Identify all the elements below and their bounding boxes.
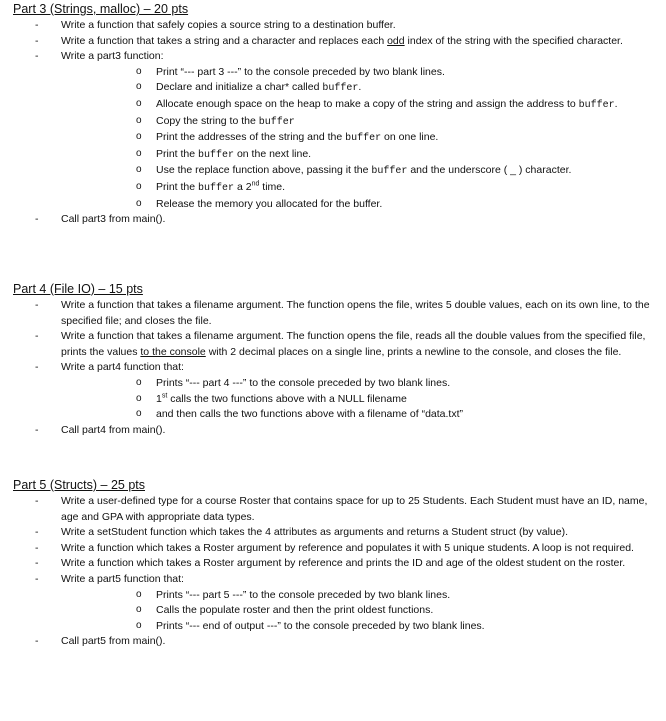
part3-item-3 xyxy=(13,49,653,212)
text: Allocate enough space on the heap to make a copy of the string and assign the address to xyxy=(156,97,579,110)
part3-sublist xyxy=(61,65,653,212)
text: . xyxy=(358,81,362,94)
code-text: buffer xyxy=(198,149,235,161)
part5-item-5 xyxy=(13,572,653,634)
part3-subitem-5 xyxy=(61,130,653,147)
part4-list xyxy=(13,298,653,438)
text: Write a part3 function: xyxy=(61,50,164,63)
part5-heading: Part 5 (Structs) – 25 pts xyxy=(13,478,145,492)
part3-section xyxy=(13,1,653,228)
part3-subitem-6 xyxy=(61,147,653,164)
text: on one line. xyxy=(381,131,439,144)
underlined-text: odd xyxy=(387,34,405,47)
text: Print the xyxy=(156,180,199,193)
code-text: buffer xyxy=(345,133,382,145)
part3-subitem-8 xyxy=(61,180,653,197)
part5-subitem-2: o Calls the populate roster and then the print oldest functions. xyxy=(61,603,653,619)
part5-item-4: - Write a function which takes a Roster argument by reference and prints the ID and age of the oldest student on the roster. xyxy=(13,556,653,572)
part4-item-4: - Call part4 from main(). xyxy=(13,423,653,439)
part3-subitem-9: o Release the memory you allocated for the buffer. xyxy=(61,197,653,213)
part3-subitem-2 xyxy=(61,80,653,97)
text: a 2 xyxy=(234,180,252,193)
text: Use the replace function above, passing it the xyxy=(156,164,372,177)
text: time. xyxy=(259,180,286,193)
part3-list xyxy=(13,18,653,228)
text: . xyxy=(614,97,618,110)
part5-item-3: - Write a function which takes a Roster argument by reference and populates it with 5 unique students. A loop is not required. xyxy=(13,541,653,557)
part4-subitem-1: o Prints “--- part 4 ---” to the console preceded by two blank lines. xyxy=(61,376,653,392)
superscript: st xyxy=(161,392,168,400)
text: on the next line. xyxy=(234,147,312,160)
part5-list xyxy=(13,494,653,650)
part5-sublist xyxy=(61,588,653,635)
part4-section xyxy=(13,281,653,438)
part5-subitem-1: o Prints “--- part 5 ---” to the console preceded by two blank lines. xyxy=(61,588,653,604)
text: and the underscore ( _ ) character. xyxy=(407,164,572,177)
part3-heading: Part 3 (Strings, malloc) – 20 pts xyxy=(13,2,189,16)
part4-item-2 xyxy=(13,329,653,360)
underlined-text: to the console xyxy=(140,345,206,358)
part3-subitem-7 xyxy=(61,163,653,180)
part3-item-1: - Write a function that safely copies a source string to a destination buffer. xyxy=(13,18,653,34)
part5-subitem-3: o Prints “--- end of output ---” to the console preceded by two blank lines. xyxy=(61,619,653,635)
part3-item-2 xyxy=(13,34,653,50)
part5-item-6: - Call part5 from main(). xyxy=(13,634,653,650)
text: Print the addresses of the string and the xyxy=(156,131,346,144)
text: 1 xyxy=(156,392,162,405)
part4-subitem-3: o and then calls the two functions above with a filename of “data.txt” xyxy=(61,407,653,423)
text: Write a part4 function that: xyxy=(61,361,184,374)
part3-subitem-4 xyxy=(61,114,653,131)
part4-heading: Part 4 (File IO) – 15 pts xyxy=(13,282,143,296)
part5-item-2: - Write a setStudent function which takes the 4 attributes as arguments and returns a Student struct (by value). xyxy=(13,525,653,541)
text: Write a function that takes a string and a character and replaces each xyxy=(61,34,388,47)
text: Write a part5 function that: xyxy=(61,572,184,585)
text: with 2 decimal places on a single line, prints a newline to the console, and closes the file. xyxy=(205,345,622,358)
part4-item-3 xyxy=(13,360,653,422)
text: index of the string with the specified character. xyxy=(404,34,623,47)
text: calls the two functions above with a NULL filename xyxy=(167,392,407,405)
part5-section xyxy=(13,477,653,650)
code-text: buffer xyxy=(578,99,615,111)
part5-item-1: - Write a user-defined type for a course Roster that contains space for up to 25 Students. Each Student must have an ID, name, age and GPA with appropriate data types. xyxy=(13,494,653,525)
superscript: nd xyxy=(251,180,260,188)
part4-sublist xyxy=(61,376,653,423)
part3-subitem-1: o Print “--- part 3 ---” to the console preceded by two blank lines. xyxy=(61,65,653,81)
text: Copy the string to the xyxy=(156,114,259,127)
code-text: buffer xyxy=(371,166,408,178)
code-text: buffer xyxy=(198,182,235,194)
text: Print the xyxy=(156,147,199,160)
part4-item-1: - Write a function that takes a filename argument. The function opens the file, writes 5 double values, each on its own line, to the specified file; and closes the file. xyxy=(13,298,653,329)
code-text: buffer xyxy=(322,83,359,95)
text: Write a function that takes a filename argument. The function opens the file, reads all the double values from the specified file, prints the values xyxy=(61,330,646,358)
part4-subitem-2 xyxy=(61,392,653,408)
part3-item-4: - Call part3 from main(). xyxy=(13,212,653,228)
text: Declare and initialize a char* called xyxy=(156,81,323,94)
code-text: buffer xyxy=(258,116,295,128)
part3-subitem-3 xyxy=(61,97,653,114)
